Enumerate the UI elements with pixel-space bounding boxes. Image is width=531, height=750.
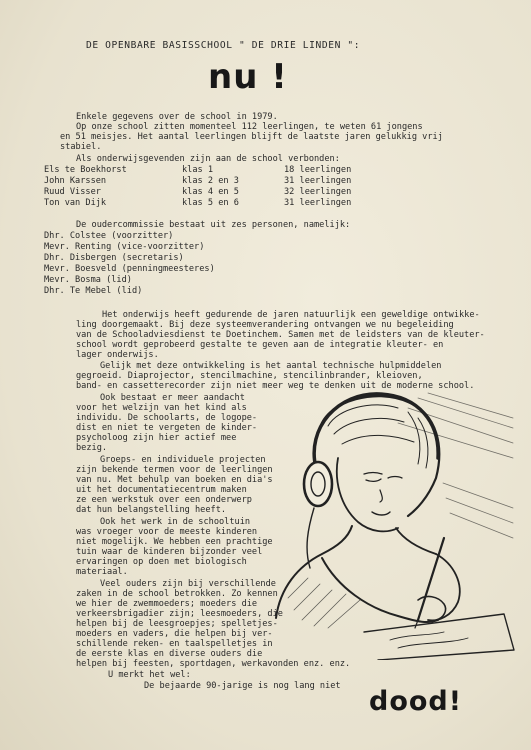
committee-member: Mevr. Bosma (lid): [44, 275, 132, 285]
document-heading: DE OPENBARE BASISSCHOOL " DE DRIE LINDEN ":: [86, 40, 361, 51]
intro-line: en 51 meisjes. Het aantal leerlingen blijft de laatste jaren gelukkig vrij: [60, 132, 443, 142]
column-line: ervaringen op doen met biologisch: [76, 557, 247, 567]
teacher-name: John Karssen: [44, 176, 107, 186]
body-line: band- en cassetterecorder zijn niet meer weg te denken uit de moderne school.: [76, 381, 475, 391]
column-line: individu. De schoolarts, de logope-: [76, 413, 258, 423]
committee-member: Mevr. Renting (vice-voorzitter): [44, 242, 205, 252]
teacher-name: Ruud Visser: [44, 187, 101, 197]
body-line: gegroeid. Diaprojector, stencilmachine, stencilinbrander, kleioven,: [76, 371, 423, 381]
teacher-klas: klas 5 en 6: [182, 198, 239, 208]
committee-member: Dhr. Te Mebel (lid): [44, 286, 143, 296]
column-line: ze een werkstuk over een onderwerp: [76, 495, 252, 505]
committee-member: Dhr. Disbergen (secretaris): [44, 253, 184, 263]
column-line: materiaal.: [76, 567, 128, 577]
column-line: was vroeger voor de meeste kinderen: [76, 527, 258, 537]
closing-line: U merkt het wel:: [108, 670, 191, 680]
column-line: Veel ouders zijn bij verschillende: [100, 579, 276, 589]
column-line: we hier de zwemmoeders; moeders die: [76, 599, 258, 609]
teacher-count: 31 leerlingen: [284, 198, 352, 208]
body-line: school wordt geprobeerd gestalte te geven aan de integratie kleuter- en: [76, 340, 444, 350]
column-line: helpen bij feesten, sportdagen, werkavonden enz. enz.: [76, 659, 351, 669]
column-line: dist en niet te vergeten de kinder-: [76, 423, 258, 433]
column-line: bezig.: [76, 443, 108, 453]
teacher-count: 32 leerlingen: [284, 187, 352, 197]
committee-intro: De oudercommissie bestaat uit zes personen, namelijk:: [76, 220, 351, 230]
committee-member: Mevr. Boesveld (penningmeesteres): [44, 264, 215, 274]
body-line: ling doorgemaakt. Bij deze systeemverandering ontvangen we nu begeleiding: [76, 320, 454, 330]
column-line: helpen bij de leesgroepjes; spelletjes-: [76, 619, 278, 629]
closing-line: De bejaarde 90-jarige is nog lang niet: [144, 681, 341, 691]
column-line: moeders en vaders, die helpen bij ver-: [76, 629, 273, 639]
column-line: Ook het werk in de schooltuin: [100, 517, 251, 527]
teacher-count: 18 leerlingen: [284, 165, 352, 175]
title-dood: dood!: [369, 686, 463, 717]
column-line: schillende reken- en taalspelletjes in: [76, 639, 273, 649]
intro-line: Op onze school zitten momenteel 112 leerlingen, te weten 61 jongens: [76, 122, 423, 132]
column-line: de eerste klas en diverse ouders die: [76, 649, 263, 659]
intro-line: stabiel.: [60, 142, 102, 152]
teacher-klas: klas 1: [182, 165, 214, 175]
column-line: Ook bestaat er meer aandacht: [100, 393, 245, 403]
committee-member: Dhr. Colstee (voorzitter): [44, 231, 174, 241]
teacher-klas: klas 2 en 3: [182, 176, 239, 186]
teacher-klas: klas 4 en 5: [182, 187, 239, 197]
column-line: Groeps- en individuele projecten: [100, 455, 266, 465]
teacher-name: Ton van Dijk: [44, 198, 107, 208]
body-line: Gelijk met deze ontwikkeling is het aantal technische hulpmiddelen: [100, 361, 442, 371]
column-line: dat hun belangstelling heeft.: [76, 505, 227, 515]
teacher-count: 31 leerlingen: [284, 176, 352, 186]
column-line: zaken in de school betrokken. Zo kennen: [76, 589, 278, 599]
column-line: zijn bekende termen voor de leerlingen: [76, 465, 273, 475]
column-line: uit het documentatiecentrum maken: [76, 485, 247, 495]
column-line: voor het welzijn van het kind als: [76, 403, 247, 413]
column-line: verkeersbrigadier zijn; leesmoeders, die: [76, 609, 283, 619]
intro-line: Enkele gegevens over de school in 1979.: [76, 112, 278, 122]
column-line: psycholoog zijn hier actief mee: [76, 433, 237, 443]
teachers-intro: Als onderwijsgevenden zijn aan de school verbonden:: [76, 154, 340, 164]
girl-with-headphones-illustration: [268, 388, 518, 660]
column-line: tuin waar de kinderen bijzonder veel: [76, 547, 263, 557]
body-line: Het onderwijs heeft gedurende de jaren natuurlijk een geweldige ontwikke-: [102, 310, 480, 320]
body-line: lager onderwijs.: [76, 350, 159, 360]
title-nu: nu !: [208, 57, 288, 97]
column-line: van nu. Met behulp van boeken en dia's: [76, 475, 273, 485]
body-line: van de Schooladviesdienst te Doetinchem. Samen met de leidsters van de kleuter-: [76, 330, 485, 340]
column-line: niet mogelijk. We hebben een prachtige: [76, 537, 273, 547]
teacher-name: Els te Boekhorst: [44, 165, 127, 175]
